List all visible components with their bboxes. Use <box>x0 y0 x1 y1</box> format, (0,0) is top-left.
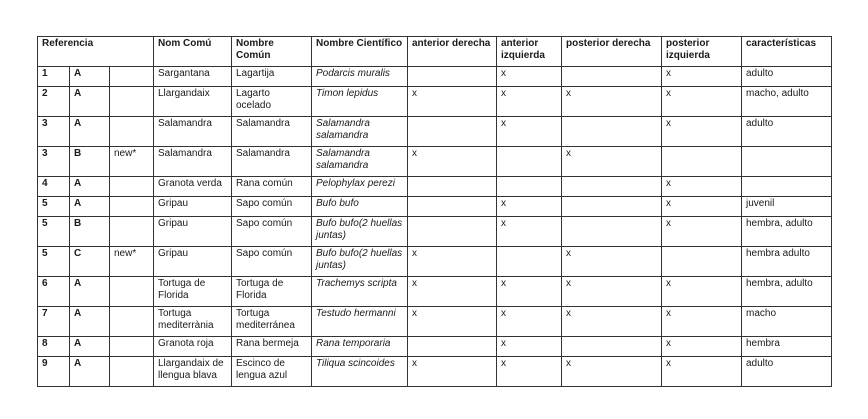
table-row <box>38 277 832 307</box>
header-anterior-izquierda: anterior izquierda <box>497 37 562 67</box>
cell-num: 8 <box>38 337 70 357</box>
cell-nombre-comun: Sapo común <box>232 197 312 217</box>
cell-nombre-comun: Lagarto ocelado <box>232 87 312 117</box>
cell-cientifico: Timon lepidus <box>312 87 408 117</box>
cell-note: new* <box>110 147 154 177</box>
cell-nom-comu: Gripau <box>154 197 232 217</box>
cell-ant-izq: x <box>497 357 562 387</box>
cell-nombre-comun: Escinco de lengua azul <box>232 357 312 387</box>
cell-letter: B <box>70 147 110 177</box>
table-row <box>38 117 832 147</box>
cell-letter: A <box>70 277 110 307</box>
cell-nom-comu: Gripau <box>154 217 232 247</box>
cell-num: 1 <box>38 67 70 87</box>
cell-carac: hembra <box>742 337 832 357</box>
cell-cientifico: Pelophylax perezi <box>312 177 408 197</box>
cell-letter: C <box>70 247 110 277</box>
cell-note <box>110 217 154 247</box>
header-nom-comu: Nom Comú <box>154 37 232 67</box>
cell-letter: A <box>70 337 110 357</box>
cell-ant-izq <box>497 177 562 197</box>
cell-letter: A <box>70 357 110 387</box>
cell-nom-comu: Gripau <box>154 247 232 277</box>
table-row <box>38 217 832 247</box>
header-row <box>38 37 832 67</box>
species-tracks-table <box>37 36 832 387</box>
cell-note <box>110 67 154 87</box>
cell-nom-comu: Salamandra <box>154 147 232 177</box>
cell-nombre-comun: Sapo común <box>232 247 312 277</box>
cell-cientifico: Podarcis muralis <box>312 67 408 87</box>
cell-ant-izq: x <box>497 307 562 337</box>
cell-post-izq: x <box>662 217 742 247</box>
cell-ant-der: x <box>408 247 497 277</box>
cell-num: 6 <box>38 277 70 307</box>
cell-note <box>110 197 154 217</box>
cell-post-izq <box>662 247 742 277</box>
cell-nom-comu: Sargantana <box>154 67 232 87</box>
cell-note <box>110 307 154 337</box>
cell-ant-izq: x <box>497 67 562 87</box>
cell-cientifico: Bufo bufo(2 huellas juntas) <box>312 247 408 277</box>
cell-post-der: x <box>562 247 662 277</box>
cell-cientifico: Tiliqua scincoides <box>312 357 408 387</box>
cell-letter: A <box>70 197 110 217</box>
header-posterior-izquierda: posterior izquierda <box>662 37 742 67</box>
cell-ant-der: x <box>408 307 497 337</box>
cell-ant-der <box>408 177 497 197</box>
cell-ant-der: x <box>408 87 497 117</box>
cell-note <box>110 337 154 357</box>
table-row <box>38 307 832 337</box>
cell-ant-izq: x <box>497 197 562 217</box>
cell-num: 5 <box>38 217 70 247</box>
table-row <box>38 67 832 87</box>
cell-ant-der <box>408 217 497 247</box>
cell-ant-der: x <box>408 357 497 387</box>
cell-post-der: x <box>562 307 662 337</box>
cell-post-der <box>562 337 662 357</box>
cell-carac: juvenil <box>742 197 832 217</box>
header-nombre-comun: Nombre Común <box>232 37 312 67</box>
cell-note <box>110 117 154 147</box>
cell-carac: hembra adulto <box>742 247 832 277</box>
cell-letter: A <box>70 117 110 147</box>
cell-ant-der <box>408 337 497 357</box>
table-row <box>38 337 832 357</box>
cell-post-der <box>562 197 662 217</box>
cell-post-izq <box>662 147 742 177</box>
cell-carac: macho <box>742 307 832 337</box>
cell-note <box>110 177 154 197</box>
cell-ant-izq: x <box>497 117 562 147</box>
cell-nombre-comun: Lagartija <box>232 67 312 87</box>
cell-nombre-comun: Tortuga de Florida <box>232 277 312 307</box>
cell-letter: A <box>70 87 110 117</box>
cell-ant-der <box>408 197 497 217</box>
cell-nom-comu: Tortuga de Florida <box>154 277 232 307</box>
cell-ant-der: x <box>408 147 497 177</box>
cell-nombre-comun: Rana bermeja <box>232 337 312 357</box>
cell-post-izq: x <box>662 67 742 87</box>
cell-post-der <box>562 177 662 197</box>
cell-cientifico: Testudo hermanni <box>312 307 408 337</box>
header-nombre-cientifico: Nombre Científico <box>312 37 408 67</box>
cell-cientifico: Salamandra salamandra <box>312 117 408 147</box>
cell-carac: adulto <box>742 67 832 87</box>
cell-post-izq: x <box>662 117 742 147</box>
cell-ant-izq <box>497 147 562 177</box>
cell-carac <box>742 147 832 177</box>
cell-letter: B <box>70 217 110 247</box>
cell-ant-izq: x <box>497 87 562 117</box>
cell-nombre-comun: Salamandra <box>232 117 312 147</box>
table-row <box>38 357 832 387</box>
table-row <box>38 147 832 177</box>
cell-post-der <box>562 217 662 247</box>
cell-note <box>110 357 154 387</box>
table-row <box>38 197 832 217</box>
cell-cientifico: Rana temporaria <box>312 337 408 357</box>
cell-post-der <box>562 117 662 147</box>
cell-ant-izq: x <box>497 277 562 307</box>
cell-num: 3 <box>38 117 70 147</box>
cell-nombre-comun: Rana común <box>232 177 312 197</box>
cell-note <box>110 277 154 307</box>
cell-post-der <box>562 67 662 87</box>
cell-post-der: x <box>562 147 662 177</box>
cell-post-der: x <box>562 87 662 117</box>
cell-ant-izq: x <box>497 217 562 247</box>
cell-ant-der: x <box>408 277 497 307</box>
cell-letter: A <box>70 177 110 197</box>
cell-cientifico: Trachemys scripta <box>312 277 408 307</box>
cell-carac: adulto <box>742 357 832 387</box>
cell-nombre-comun: Tortuga mediterránea <box>232 307 312 337</box>
table-row <box>38 177 832 197</box>
cell-carac: hembra, adulto <box>742 217 832 247</box>
cell-nom-comu: Llargandaix de llengua blava <box>154 357 232 387</box>
cell-nom-comu: Granota roja <box>154 337 232 357</box>
table-row <box>38 247 832 277</box>
cell-cientifico: Salamandra salamandra <box>312 147 408 177</box>
cell-ant-der <box>408 117 497 147</box>
cell-num: 3 <box>38 147 70 177</box>
cell-nom-comu: Granota verda <box>154 177 232 197</box>
header-anterior-derecha: anterior derecha <box>408 37 497 67</box>
cell-num: 2 <box>38 87 70 117</box>
cell-post-izq: x <box>662 177 742 197</box>
cell-nom-comu: Tortuga mediterrània <box>154 307 232 337</box>
cell-post-der: x <box>562 277 662 307</box>
cell-post-izq: x <box>662 197 742 217</box>
cell-nom-comu: Salamandra <box>154 117 232 147</box>
cell-nom-comu: Llargandaix <box>154 87 232 117</box>
cell-carac: adulto <box>742 117 832 147</box>
cell-post-izq: x <box>662 307 742 337</box>
cell-num: 9 <box>38 357 70 387</box>
cell-post-izq: x <box>662 337 742 357</box>
header-caracteristicas: características <box>742 37 832 67</box>
header-referencia: Referencia <box>38 37 154 67</box>
header-posterior-derecha: posterior derecha <box>562 37 662 67</box>
cell-ant-izq <box>497 247 562 277</box>
cell-note: new* <box>110 247 154 277</box>
cell-ant-izq: x <box>497 337 562 357</box>
cell-cientifico: Bufo bufo(2 huellas juntas) <box>312 217 408 247</box>
cell-cientifico: Bufo bufo <box>312 197 408 217</box>
cell-post-izq: x <box>662 87 742 117</box>
cell-nombre-comun: Salamandra <box>232 147 312 177</box>
cell-post-izq: x <box>662 357 742 387</box>
cell-letter: A <box>70 307 110 337</box>
cell-num: 4 <box>38 177 70 197</box>
cell-nombre-comun: Sapo común <box>232 217 312 247</box>
cell-carac: macho, adulto <box>742 87 832 117</box>
cell-note <box>110 87 154 117</box>
cell-post-izq: x <box>662 277 742 307</box>
cell-num: 5 <box>38 247 70 277</box>
cell-carac <box>742 177 832 197</box>
cell-ant-der <box>408 67 497 87</box>
cell-num: 7 <box>38 307 70 337</box>
cell-post-der: x <box>562 357 662 387</box>
cell-carac: hembra, adulto <box>742 277 832 307</box>
cell-letter: A <box>70 67 110 87</box>
cell-num: 5 <box>38 197 70 217</box>
table-row <box>38 87 832 117</box>
